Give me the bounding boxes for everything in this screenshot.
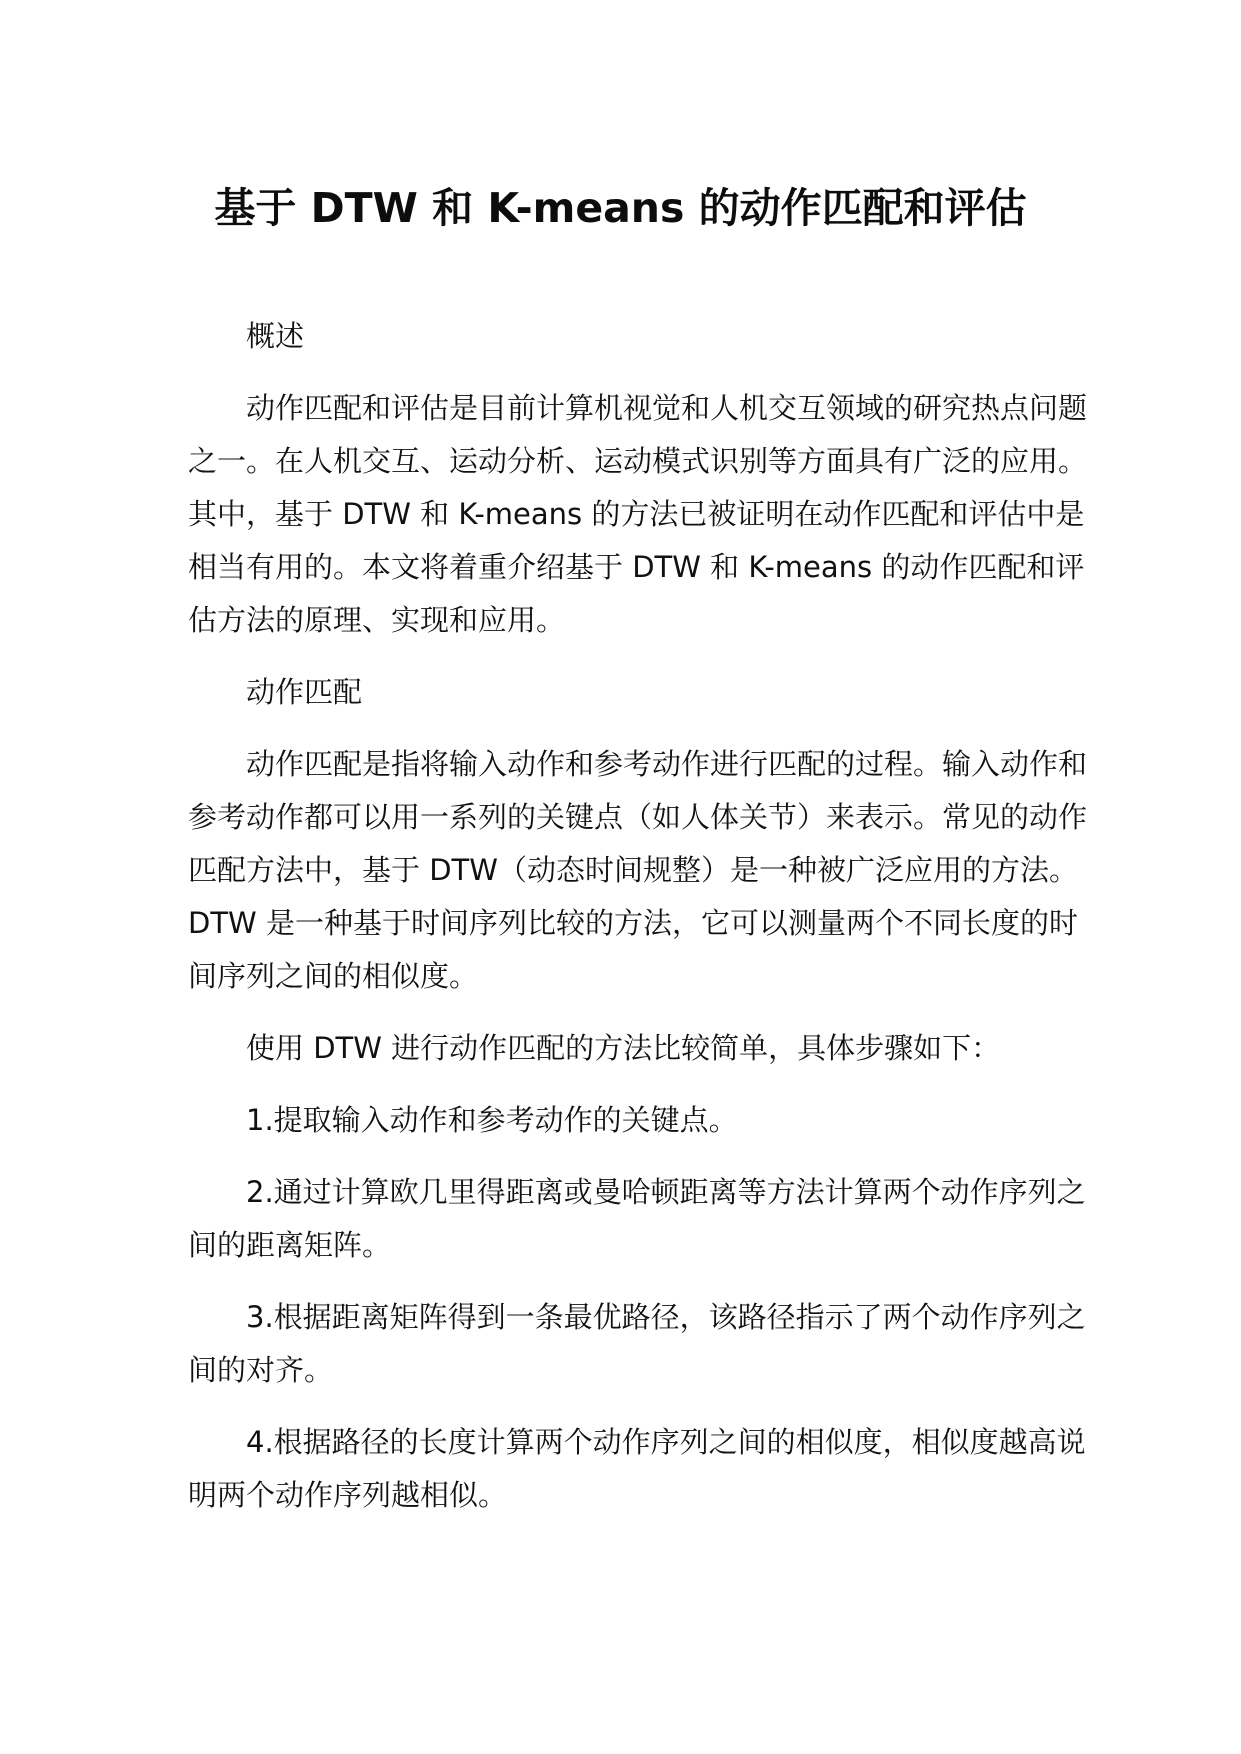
step-4: 4.根据路径的长度计算两个动作序列之间的相似度，相似度越高说明两个动作序列越相似。 bbox=[188, 1425, 1086, 1512]
document-body bbox=[188, 310, 1088, 1541]
document-title: 基于 DTW 和 K-means 的动作匹配和评估 bbox=[214, 184, 1027, 232]
paragraph-dtw-steps-intro: 使用 DTW 进行动作匹配的方法比较简单，具体步骤如下： bbox=[246, 1031, 1001, 1065]
section-heading-overview: 概述 bbox=[246, 319, 305, 353]
step-3: 3.根据距离矩阵得到一条最优路径，该路径指示了两个动作序列之间的对齐。 bbox=[188, 1300, 1086, 1387]
paragraph-overview: 动作匹配和评估是目前计算机视觉和人机交互领域的研究热点问题之一。在人机交互、运动分析、运动模式识别等方面具有广泛的应用。其中，基于 DTW 和 K-means 的方法已被证明在动作匹配和评估中是相当有用的。本文将着重介绍基于 DTW 和 K-means 的动作匹配和评估方法的原理、实现和应用。 bbox=[188, 391, 1088, 637]
step-2: 2.通过计算欧几里得距离或曼哈顿距离等方法计算两个动作序列之间的距离矩阵。 bbox=[188, 1175, 1086, 1262]
paragraph-action-matching: 动作匹配是指将输入动作和参考动作进行匹配的过程。输入动作和参考动作都可以用一系列的关键点（如人体关节）来表示。常见的动作匹配方法中，基于 DTW（动态时间规整）是一种被广泛应用的方法。DTW 是一种基于时间序列比较的方法，它可以测量两个不同长度的时间序列之间的相似度。 bbox=[188, 747, 1088, 993]
section-heading-action-matching: 动作匹配 bbox=[246, 675, 363, 709]
step-1: 1.提取输入动作和参考动作的关键点。 bbox=[246, 1103, 738, 1137]
